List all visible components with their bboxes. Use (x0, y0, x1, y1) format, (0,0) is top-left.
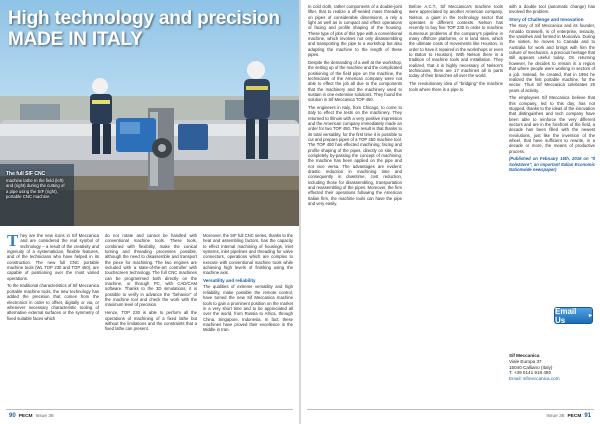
page-number-right: 91 (584, 413, 591, 419)
right-column-2 (409, 4, 503, 94)
subheading-story: Story of Challenge and Innovation (509, 17, 584, 23)
headline-line-2: MADE IN ITALY (8, 29, 143, 50)
issue-right: Issue 36 (546, 413, 565, 419)
issue-left: Issue 36 (35, 413, 54, 419)
body-paragraph: Moreover, the SIF full CNC series, thanks to the heat and assembling factors, has the capacity to effect internal machining of housings, inlet systems, inlet pipelines and threading for valve connectors, operations which are complex to execute with conventional machine tools while achieving high levels of finishing using the machine axis. (203, 233, 293, 276)
body-paragraph: Despite the demanding of a well at the workshop, the setting up of the machine and the complicated positioning of the field pipe on the machine, the technicians of the American company were not able to effect the job all due to the components that the machinery and the machinery used to sustain in one extensive solutions. They found the solution in Sif Meccanica TOP 450. (308, 59, 402, 103)
left-page (0, 0, 299, 424)
contact-street: Viale Europa 37 (509, 358, 542, 364)
contact-email-link[interactable]: Email: sifmeccanica.com (509, 376, 560, 382)
body-paragraph: Before A.C.T., Sif Meccanica's machine tools were appreciated by another American company, Nelson, a giant in the technology sector that operates in different contexts. Nelson has recently to buy five TOP 230 in order to machine numerous problems of the company's pipeline in many offshore platforms, or in land sites, which the ultimate costs of movements like Houston, in order to have it repaired in the workshops or even to Baton to Houston). With Nelson there is a tradition of machine tools and installation. They realized, that it is highly necessary of Nelson's technicians, there are 17 machines all in parts today of their branches all over the world. (409, 4, 503, 79)
publication-note: (Published on February 16th, 2016 on "Il Sole24ore", an important Italian Economic Nationwide newspaper) (509, 156, 595, 173)
hero-photo (0, 0, 299, 226)
contact-company: Sif Meccanica (509, 353, 540, 358)
page-number-left: 90 (9, 413, 16, 419)
magazine-name-left: PECM (18, 413, 33, 419)
body-paragraph: The engineers in Italy, from Chicago, to come to Italy to effect the tests on the machinery. They returned to Illinois with a very positive impression and the American company immediately made an order for two TOP 450. The result is that thanks to its total versatility, for the first time it is possible to cut and prepare pipes of a TOP 450 machine tool. The TOP 450 has effected machining, facing and profile shaping of the pipes, directly on site, thus completely by-passing the concept of machining: the machine has been applied on the pipe and not vice versa. The advantages are evident: drastic reduction in machining time and consequently in downtime, cost reduction, including those for disassembling, transportation and reassembling of the pipes. Moreover, the firm effected their operations following the American Italian firm, the machine tools can have the pipe and very easily. (308, 104, 402, 207)
intro-paragraph (7, 233, 99, 281)
body-paragraph: Hence, TOP 230 is able to perform all the operations of machining of a fixed lathe but without the limitations and the constraints that a fixed lathe can present. (105, 310, 197, 332)
body-paragraph: The story of Sif Meccanica and its founder, Arnaldo Grasselli, is of enterprise, tenacity, the vanishes and formed in Moncalvo. During the sixties, he moves to Canada and to Australia for work and brings with him the culture of mechanics, a precious heritage that still appears useful today. On returning however, he decides to remain in a region that where people were working in sectors of a job. Instead, he created, that in 1994 he realized the first portable machine, for the sector. Thus Sif Meccanica celebrates 25 years of activity. (509, 23, 595, 93)
body-paragraph: The employees Sif Meccanica believe that this company, led to this day, has not stopped, thanks to the ideas of the innovation that distinguishes and tech company have been able to reinforce the very different sectors and are in the forefront of the field, a decade has been filled with the newest revolutions, just like the invention of the wheel, that have sufficient to rewrite, in a decade or more, the means of productive process. (509, 95, 595, 154)
body-paragraph: with a double tool (automatic change) has involved the problem. (509, 4, 595, 15)
footer-rule (307, 409, 594, 410)
caption-text: machine lathe In the field (left) and (right) during the cutting of a pipe using the SIF (right), portable CNC machine (6, 178, 65, 199)
left-column-2 (105, 233, 197, 334)
footer-rule (6, 409, 293, 410)
footer-left (6, 411, 54, 421)
caption-title: The full SIF CNC (6, 171, 46, 177)
intro-text: hey are the new icons in Sif Meccanica and are considered the real symbol of technology – a result of the creativity and ingenuity of a systematician, flexible features, and of the technicians who have helped in its construction. The new full CNC portable machine tools (WL TOP 230 and TOP 450), are capable of positioning over the most varied operations. (7, 233, 99, 281)
body-paragraph: The qualities of extreme versatility and high reliability, make possible the remote control, have turned the new Sif Meccanica machine tools to gain a prominent position on the market in a very short time and to be appreciated all over the world, from Russia to Africa, through China, Singapore, Indonesia. In fact, these machines have proved their excellence in the Middle in Iran. (203, 284, 293, 333)
headline-line-1: High technology and precision (8, 8, 280, 29)
contact-block (509, 353, 597, 382)
chevron-right-icon: ▸ (588, 313, 592, 319)
drop-cap: T (7, 231, 19, 250)
headline (8, 8, 288, 50)
contact-phone: T. +39 0141 918 480 (509, 370, 552, 376)
right-column-1 (308, 4, 402, 209)
email-us-label: Email Us (555, 306, 577, 325)
body-paragraph: do not rotate and cannot be handled with conventional machine tools. These tools, combined with flexibility, make the conical turning and threading processes possible, although the need to disassemble and transport the piece for machining. The two engines are included with a state-of-the-art controller with touchscreen technology. The full CNC machines can be programmed both directly on the machine, or through PC, with CAD/CAM software. Thanks to the 3D simulations, it is possible to verify in advance the "behavior" of the machine tool and check the work with the maximum level of precision. (105, 233, 197, 308)
email-us-button[interactable] (554, 307, 593, 324)
magazine-name-right: PECM (567, 413, 582, 419)
right-page (301, 0, 600, 424)
right-column-3 (509, 4, 595, 175)
contact-city: 15040 Calliano (Italy) (509, 364, 553, 370)
body-paragraph: In cold cloth, rather components of a double-joint lifter, that to realize a off-sealed mass threading on pipes of considerable dimensions, a rely a light as well as in compact and effect operations of facing and profile shaping of the housing. These type of jobs of this type with a conventional machine, which involves not only disassembling and transporting the pipe to a workshop but also adapting the machine to the length of these pipes. (308, 4, 402, 58)
photo-caption (6, 172, 66, 199)
body-paragraph: The revolutionary idea of "bridging" the machine tools where there is a pipe to (409, 81, 503, 92)
left-column-3 (203, 233, 293, 335)
subheading-versatility: Versatility and reliability (203, 278, 256, 284)
footer-right (546, 411, 594, 421)
body-paragraph: To the traditional characteristics of Sif Meccanica portable machine tools, the new technology has added the precision that comes from the electronics in order to offset, digitally or via, or whenever necessary characteristic tooling of alternative external surfaces or the symmetry of fixed suitable faces which (7, 283, 99, 321)
left-column-1 (7, 233, 99, 323)
